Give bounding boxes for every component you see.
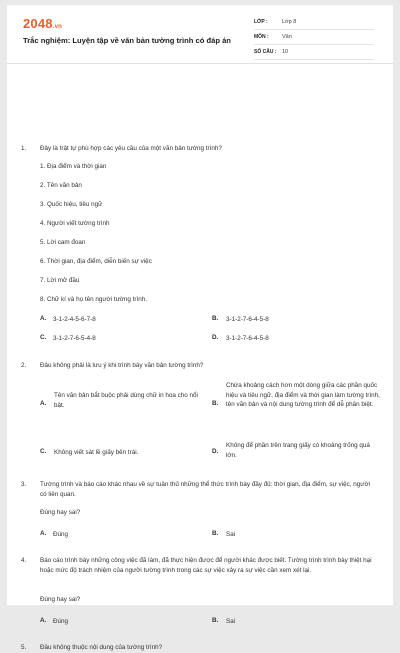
question-text: Đâu không thuộc nội dung của tường trình? [40,644,163,651]
meta-row-count [254,45,374,60]
question-number: 3. [21,481,27,488]
option-b[interactable]: Sai [226,531,236,538]
option-d[interactable]: Không để phần trên trang giấy có khoảng trống quá lớn. [226,442,370,459]
logo-text: 2048 [23,16,53,31]
question-text: Tường trình và báo cáo khác nhau về sự tuân thủ những thể thức trình bày đầy đủ: thời gian, địa điểm, sự việc, người có liên quan. [40,481,370,498]
question-text: Đâu không phải là lưu ý khi trình bày văn bản tường trình? [40,362,204,369]
meta-label: MÔN : [254,34,269,40]
option-b-letter: B. [212,315,219,322]
option-a[interactable]: Đúng [53,618,69,625]
list-item: 4. Người viết tường trình [40,220,110,227]
meta-value: Lớp 8 [282,19,297,25]
option-b-letter: B. [212,530,219,537]
option-b[interactable]: Chừa khoảng cách hơn một dòng giữa các phần quốc hiệu và tiêu ngữ, địa điểm và thời gian làm tường trình, tên văn bản và nội dung tường trình để dễ phân biệt. [226,382,380,409]
site-logo[interactable] [23,16,62,31]
question-number: 1. [21,145,27,152]
list-item: 6. Thời gian, địa điểm, diễn biến sự việc [40,258,152,265]
question-text: Đây là trật tự phù hợp các yêu cầu của một văn bản tường trình? [40,145,222,152]
question-number: 5. [21,644,27,651]
option-a-letter: A. [40,400,47,407]
option-c[interactable]: Không viết sát lề giấy bên trái. [54,449,139,456]
option-a[interactable]: Đúng [53,531,69,538]
question-prompt: Đúng hay sai? [40,509,81,516]
option-d-letter: D. [212,448,219,455]
option-c[interactable]: 3-1-2-7-6-5-4-8 [53,335,96,342]
list-item: 8. Chữ kí và họ tên người tường trình. [40,296,148,303]
meta-row-subject [254,30,374,45]
meta-value: 10 [282,49,289,55]
list-item: 5. Lời cam đoan [40,239,86,246]
option-a-letter: A. [40,315,47,322]
option-d[interactable]: 3-1-2-7-6-4-5-8 [226,335,269,342]
list-item: 3. Quốc hiệu, tiêu ngữ [40,201,103,208]
option-d-letter: D. [212,334,219,341]
quiz-title: Trắc nghiệm: Luyện tập về văn bản tường trình có đáp án [23,36,231,45]
option-a[interactable]: Tên văn bản bắt buộc phải dùng chữ in hoa cho nổi bật. [54,392,198,409]
quiz-meta [254,15,374,60]
meta-value: Văn [282,34,292,40]
option-b-letter: B. [212,617,219,624]
option-a-letter: A. [40,530,47,537]
question-number: 4. [21,557,27,564]
logo-suffix: .vn [52,24,63,30]
meta-label: LỚP : [254,19,268,25]
question-prompt: Đúng hay sai? [40,596,81,603]
meta-row-grade [254,15,374,30]
document-header [7,5,393,64]
list-item: 2. Tên văn bản [40,182,82,189]
option-a-letter: A. [40,617,47,624]
option-c-letter: C. [40,448,47,455]
document-page [7,5,393,651]
option-c-letter: C. [40,334,47,341]
option-b-letter: B. [212,400,219,407]
option-b[interactable]: Sai [226,618,236,625]
meta-label: SỐ CÂU : [254,49,277,55]
option-a[interactable]: 3-1-2-4-5-6-7-8 [53,316,96,323]
option-b[interactable]: 3-1-2-7-6-4-5-8 [226,316,269,323]
list-item: 1. Địa điểm và thời gian [40,163,107,170]
list-item: 7. Lời mở đầu [40,277,80,284]
question-text: Báo cáo trình bày những công việc đã làm, đã thực hiện được để người khác được biết. Tường trình trình bày thiệt hại hoặc mức độ trách nhiệm của người tường trình trong các sự việc xảy ra sự việc cần xem xét lại. [40,557,372,574]
question-number: 2. [21,362,27,369]
